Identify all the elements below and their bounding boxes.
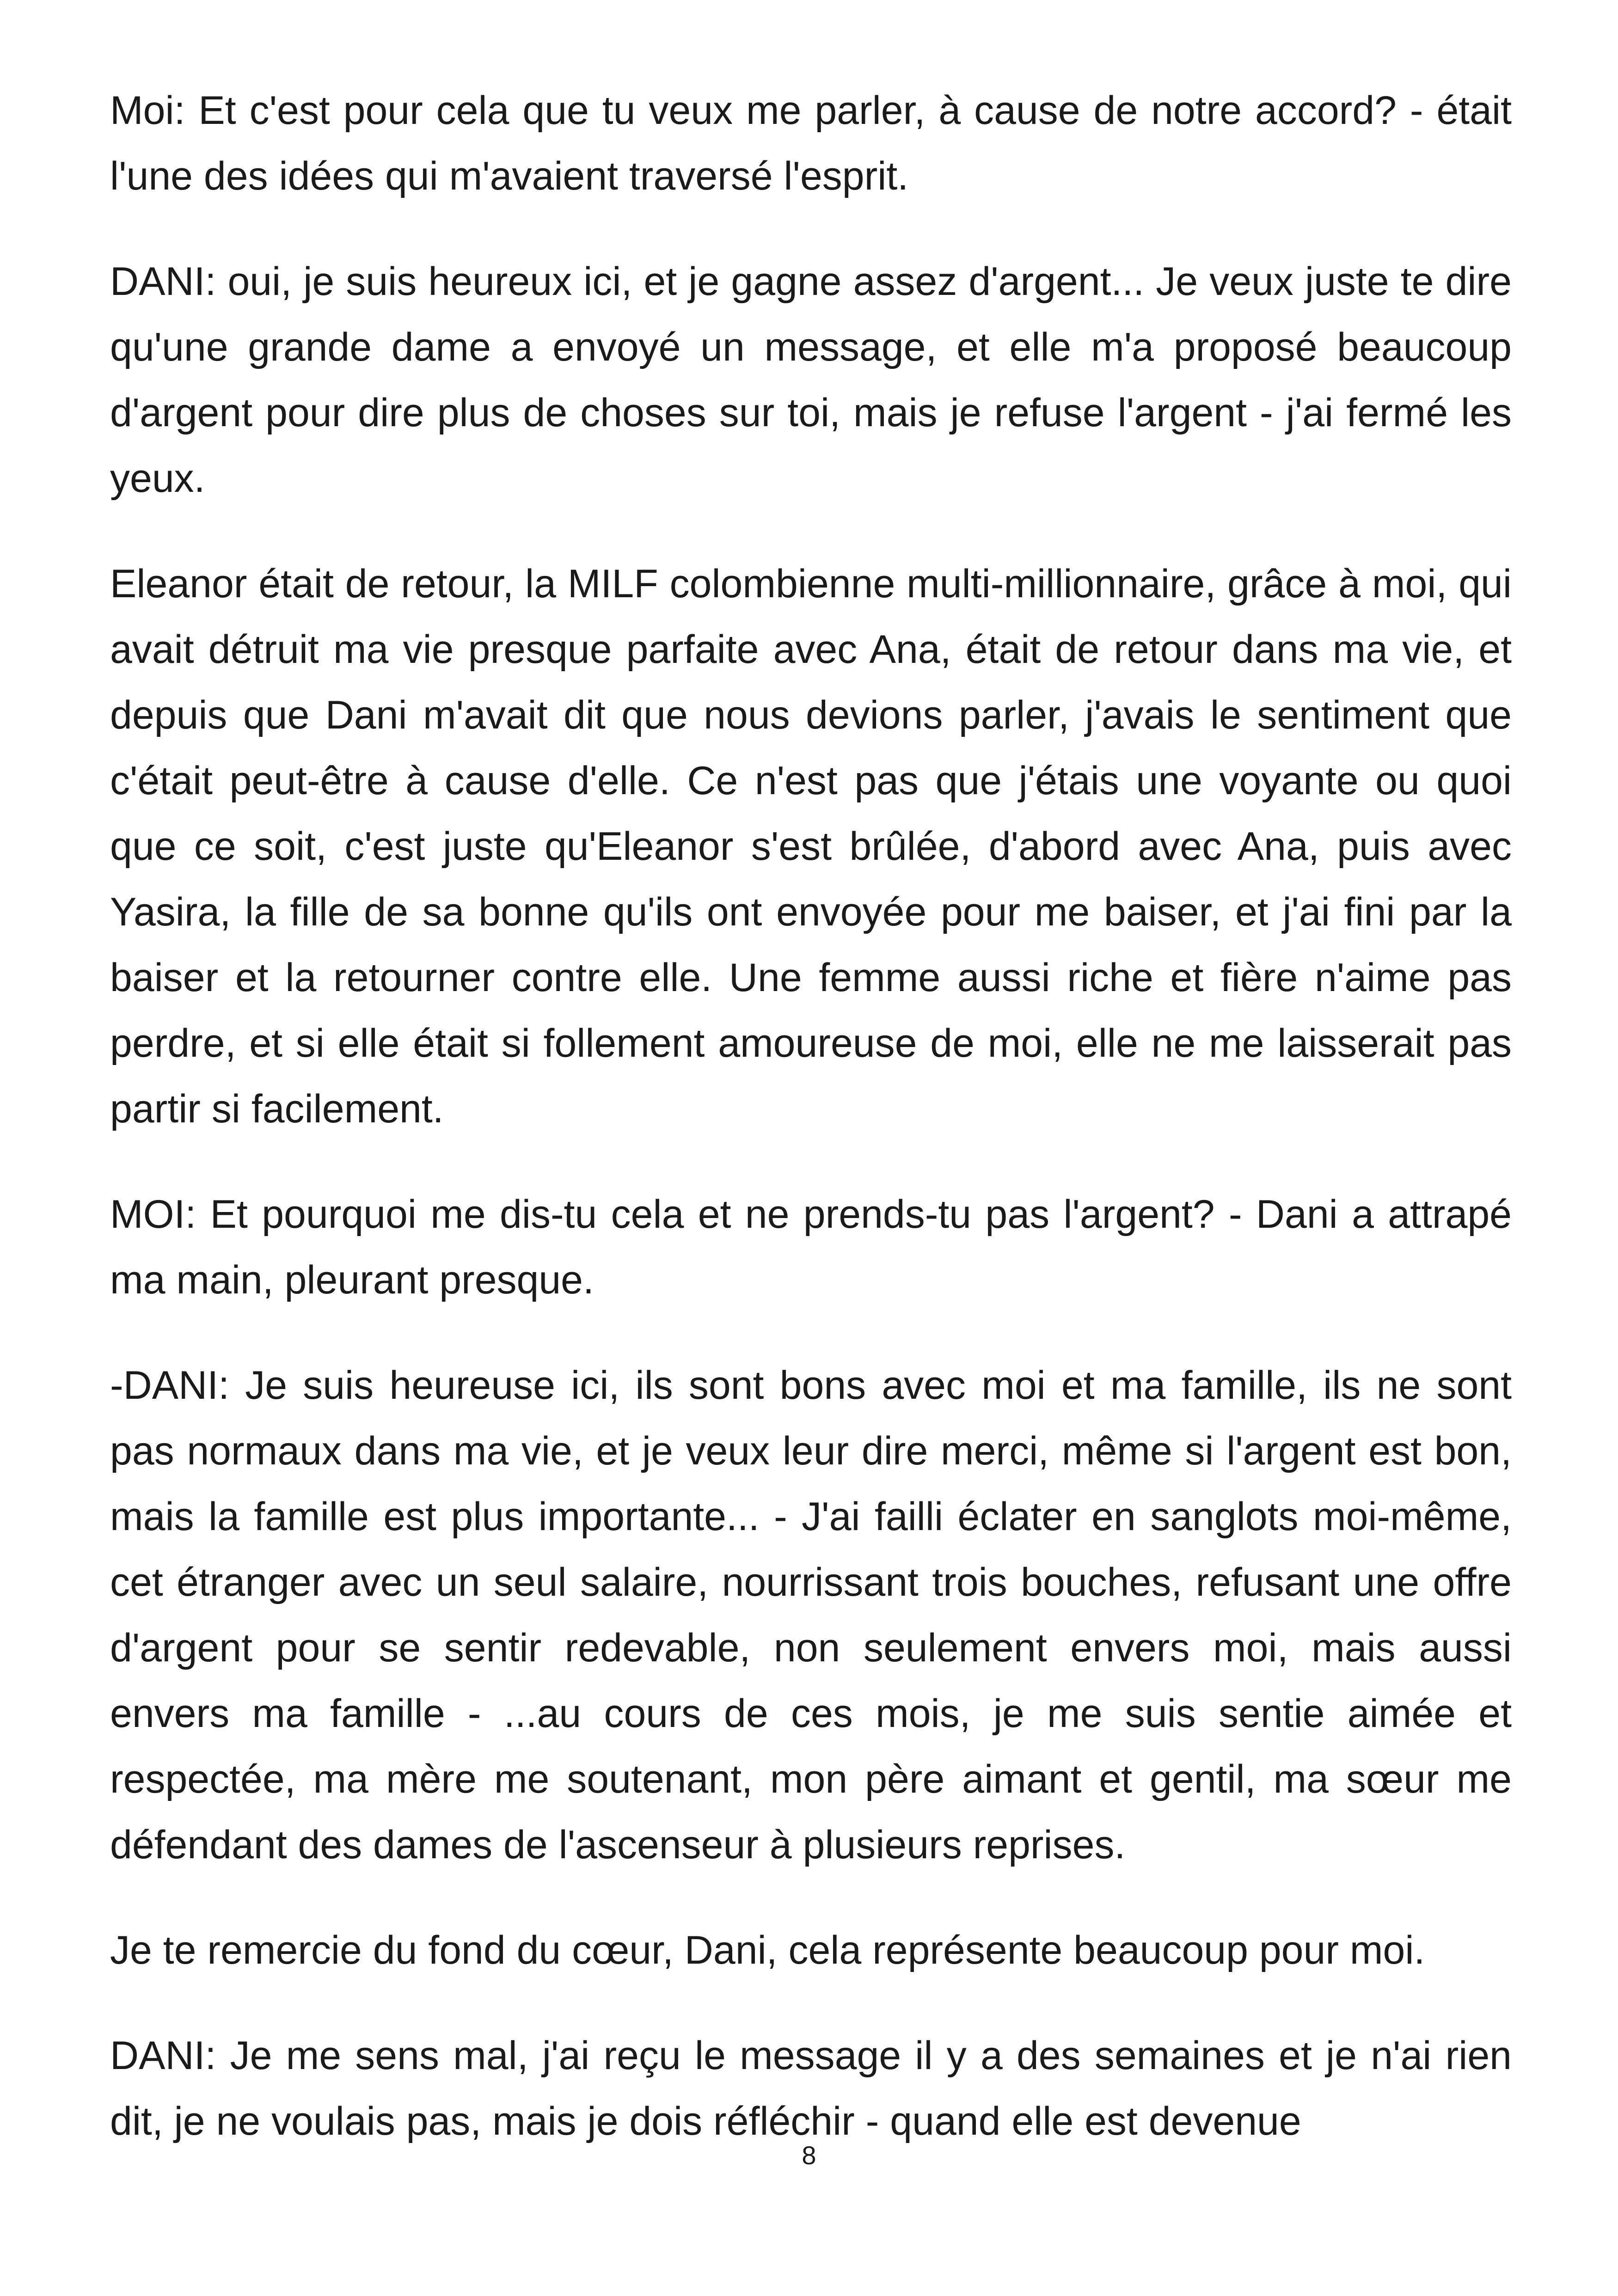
- page-number: 8: [802, 2141, 816, 2170]
- paragraph-4: MOI: Et pourquoi me dis-tu cela et ne prends-tu pas l'argent? - Dani a attrapé ma main, pleurant presque.: [110, 1192, 1512, 1302]
- paragraph-3: Eleanor était de retour, la MILF colombienne multi-millionnaire, grâce à moi, qui avait détruit ma vie presque parfaite avec Ana, était de retour dans ma vie, et depuis que Dani m'avait dit que nous devions parler, j'avais le sentiment que c'était peut-être à cause d'elle. Ce n'est pas que j'étais une voyante ou quoi que ce soit, c'est juste qu'Eleanor s'est brûlée, d'abord avec Ana, puis avec Yasira, la fille de sa bonne qu'ils ont envoyée pour me baiser, et j'ai fini par la baiser et la retourner contre elle. Une femme aussi riche et fière n'aime pas perdre, et si elle était si follement amoureuse de moi, elle ne me laisserait pas partir si facilement.: [110, 562, 1512, 1131]
- document-body: [110, 78, 1512, 2154]
- paragraph-7: DANI: Je me sens mal, j'ai reçu le message il y a des semaines et je n'ai rien dit, je ne voulais pas, mais je dois réfléchir - quand elle est devenue: [110, 2033, 1512, 2143]
- paragraph-1: Moi: Et c'est pour cela que tu veux me parler, à cause de notre accord? - était l'une des idées qui m'avaient traversé l'esprit.: [110, 88, 1512, 198]
- paragraph-2: DANI: oui, je suis heureux ici, et je gagne assez d'argent... Je veux juste te dire qu'une grande dame a envoyé un message, et elle m'a proposé beaucoup d'argent pour dire plus de choses sur toi, mais je refuse l'argent - j'ai fermé les yeux.: [110, 259, 1512, 501]
- paragraph-6: Je te remercie du fond du cœur, Dani, cela représente beaucoup pour moi.: [110, 1928, 1425, 1972]
- paragraph-5: -DANI: Je suis heureuse ici, ils sont bons avec moi et ma famille, ils ne sont pas normaux dans ma vie, et je veux leur dire merci, même si l'argent est bon, mais la famille est plus importante... - J'ai failli éclater en sanglots moi-même, cet étranger avec un seul salaire, nourrissant trois bouches, refusant une offre d'argent pour se sentir redevable, non seulement envers moi, mais aussi envers ma famille - ...au cours de ces mois, je me suis sentie aimée et respectée, ma mère me soutenant, mon père aimant et gentil, ma sœur me défendant des dames de l'ascenseur à plusieurs reprises.: [110, 1363, 1512, 1867]
